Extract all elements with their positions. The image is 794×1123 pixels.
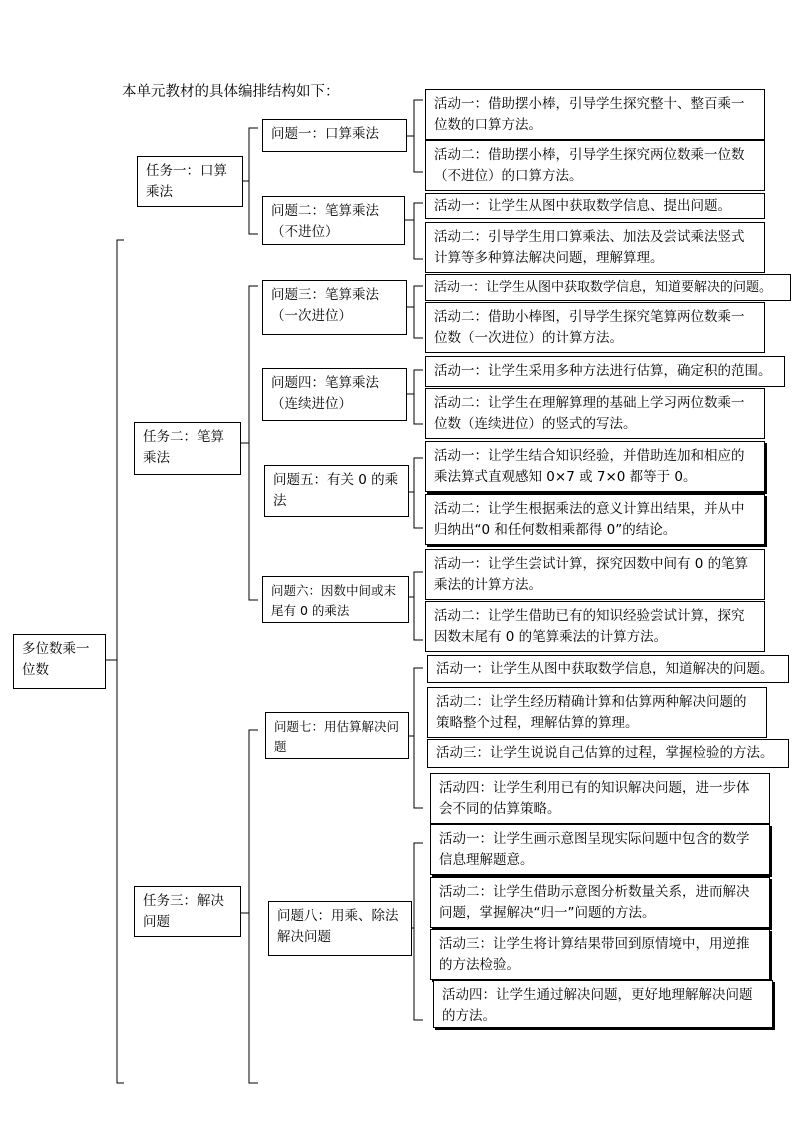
p1-brace <box>414 100 423 172</box>
problem-node-6 <box>262 576 409 623</box>
activity-label: 活动一：让学生采用多种方法进行估算，确定积的范围。 <box>434 363 772 379</box>
problem-label: 问题七：用估算解决问题 <box>274 719 400 754</box>
activity-node <box>425 222 765 273</box>
activity-label: 活动一：让学生从图中获取数学信息，知道要解决的问题。 <box>434 280 773 295</box>
task-node-2 <box>134 422 241 475</box>
activity-node <box>425 193 765 219</box>
activity-node <box>425 274 791 301</box>
p3-brace <box>414 286 423 338</box>
activity-node <box>430 824 770 875</box>
root-label: 多位数乘一位数 <box>22 641 90 678</box>
activity-label: 活动四：让学生通过解决问题，更好地理解解决问题的方法。 <box>442 987 753 1024</box>
activity-label: 活动一：让学生从图中获取数学信息、提出问题。 <box>434 198 731 214</box>
problem-node-2 <box>262 196 405 245</box>
problem-node-4 <box>262 368 407 421</box>
p4-brace <box>414 370 423 424</box>
activity-label: 活动三：让学生说说自己估算的过程，掌握检验的方法。 <box>436 745 774 761</box>
root-node <box>13 634 106 689</box>
activity-label: 活动一：借助摆小棒，引导学生探究整十、整百乘一位数的口算方法。 <box>434 96 745 133</box>
activity-label: 活动二：让学生根据乘法的意义计算出结果，并从中归纳出“0 和任何数相乘都得 0”的结论。 <box>434 501 745 538</box>
problem-label: 问题一：口算乘法 <box>271 126 379 142</box>
p5-brace <box>414 458 423 528</box>
activity-node <box>430 929 770 980</box>
activity-label: 活动二：让学生借助示意图分析数量关系，进而解决问题，掌握解决“归一”问题的方法。 <box>439 884 750 921</box>
task-label: 任务一：口算乘法 <box>146 163 227 200</box>
problem-node-5 <box>264 465 409 517</box>
activity-node <box>425 302 765 353</box>
p6-brace <box>414 572 423 640</box>
activity-label: 活动二：让学生经历精确计算和估算两种解决问题的策略整个过程，理解估算的算理。 <box>436 694 747 731</box>
activity-node <box>433 980 773 1028</box>
activity-label: 活动二：借助摆小棒，引导学生探究两位数乘一位数（不进位）的口算方法。 <box>434 147 745 184</box>
task2-brace <box>249 286 258 600</box>
root-brace <box>117 240 124 1083</box>
problem-node-8 <box>268 901 412 956</box>
task1-brace <box>249 128 258 234</box>
activity-label: 活动二：借助小棒图，引导学生探究笔算两位数乘一位数（一次进位）的计算方法。 <box>434 309 745 346</box>
activity-label: 活动一：让学生从图中获取数学信息，知道解决的问题。 <box>436 661 774 677</box>
activity-node <box>425 356 785 387</box>
activity-node <box>425 549 765 600</box>
activity-node <box>425 441 765 492</box>
activity-node <box>425 388 765 439</box>
problem-label: 问题四：笔算乘法（连续进位） <box>271 375 379 412</box>
activity-node <box>427 739 789 768</box>
activity-node <box>427 687 767 738</box>
problem-label: 问题八：用乘、除法解决问题 <box>277 908 399 945</box>
activity-label: 活动三：让学生将计算结果带回到原情境中，用逆推的方法检验。 <box>439 936 750 973</box>
activity-node <box>425 601 765 652</box>
p8-brace <box>414 843 423 1020</box>
problem-label: 问题六：因数中间或末尾有 0 的乘法 <box>271 583 397 618</box>
problem-node-1 <box>262 119 407 152</box>
activity-node <box>425 140 765 191</box>
activity-node <box>425 89 765 140</box>
activity-label: 活动一：让学生画示意图呈现实际问题中包含的数学信息理解题意。 <box>439 831 750 868</box>
task3-brace <box>249 730 258 1083</box>
problem-label: 问题五：有关 0 的乘法 <box>273 472 399 509</box>
activity-node <box>430 877 770 928</box>
problem-label: 问题二：笔算乘法（不进位） <box>271 203 379 240</box>
p7-brace <box>414 668 423 808</box>
activity-label: 活动二：让学生借助已有的知识经验尝试计算，探究因数末尾有 0 的笔算乘法的计算方法。 <box>434 608 745 645</box>
activity-label: 活动一：让学生结合知识经验，并借助连加和相应的乘法算式直观感知 0×7 或 7×0 都等于 0。 <box>434 448 745 485</box>
problem-label: 问题三：笔算乘法（一次进位） <box>271 287 379 324</box>
activity-node <box>425 494 765 545</box>
problem-node-7 <box>265 712 409 759</box>
activity-label: 活动二：引导学生用口算乘法、加法及尝试乘法竖式计算等多种算法解决问题，理解算理。 <box>434 229 745 266</box>
task-node-1 <box>137 156 243 207</box>
task-node-3 <box>134 886 241 937</box>
activity-label: 活动四：让学生利用已有的知识解决问题，进一步体会不同的估算策略。 <box>439 780 750 817</box>
activity-node <box>427 655 789 683</box>
activity-label: 活动一：让学生尝试计算，探究因数中间有 0 的笔算乘法的计算方法。 <box>434 556 749 593</box>
p2-brace <box>414 203 423 259</box>
task-label: 任务三：解决问题 <box>143 893 224 930</box>
problem-node-3 <box>262 280 407 335</box>
intro-text: 本单元教材的具体编排结构如下： <box>122 84 340 100</box>
activity-label: 活动二：让学生在理解算理的基础上学习两位数乘一位数（连续进位）的竖式的写法。 <box>434 395 745 432</box>
activity-node <box>430 773 770 824</box>
task-label: 任务二：笔算乘法 <box>143 429 224 466</box>
